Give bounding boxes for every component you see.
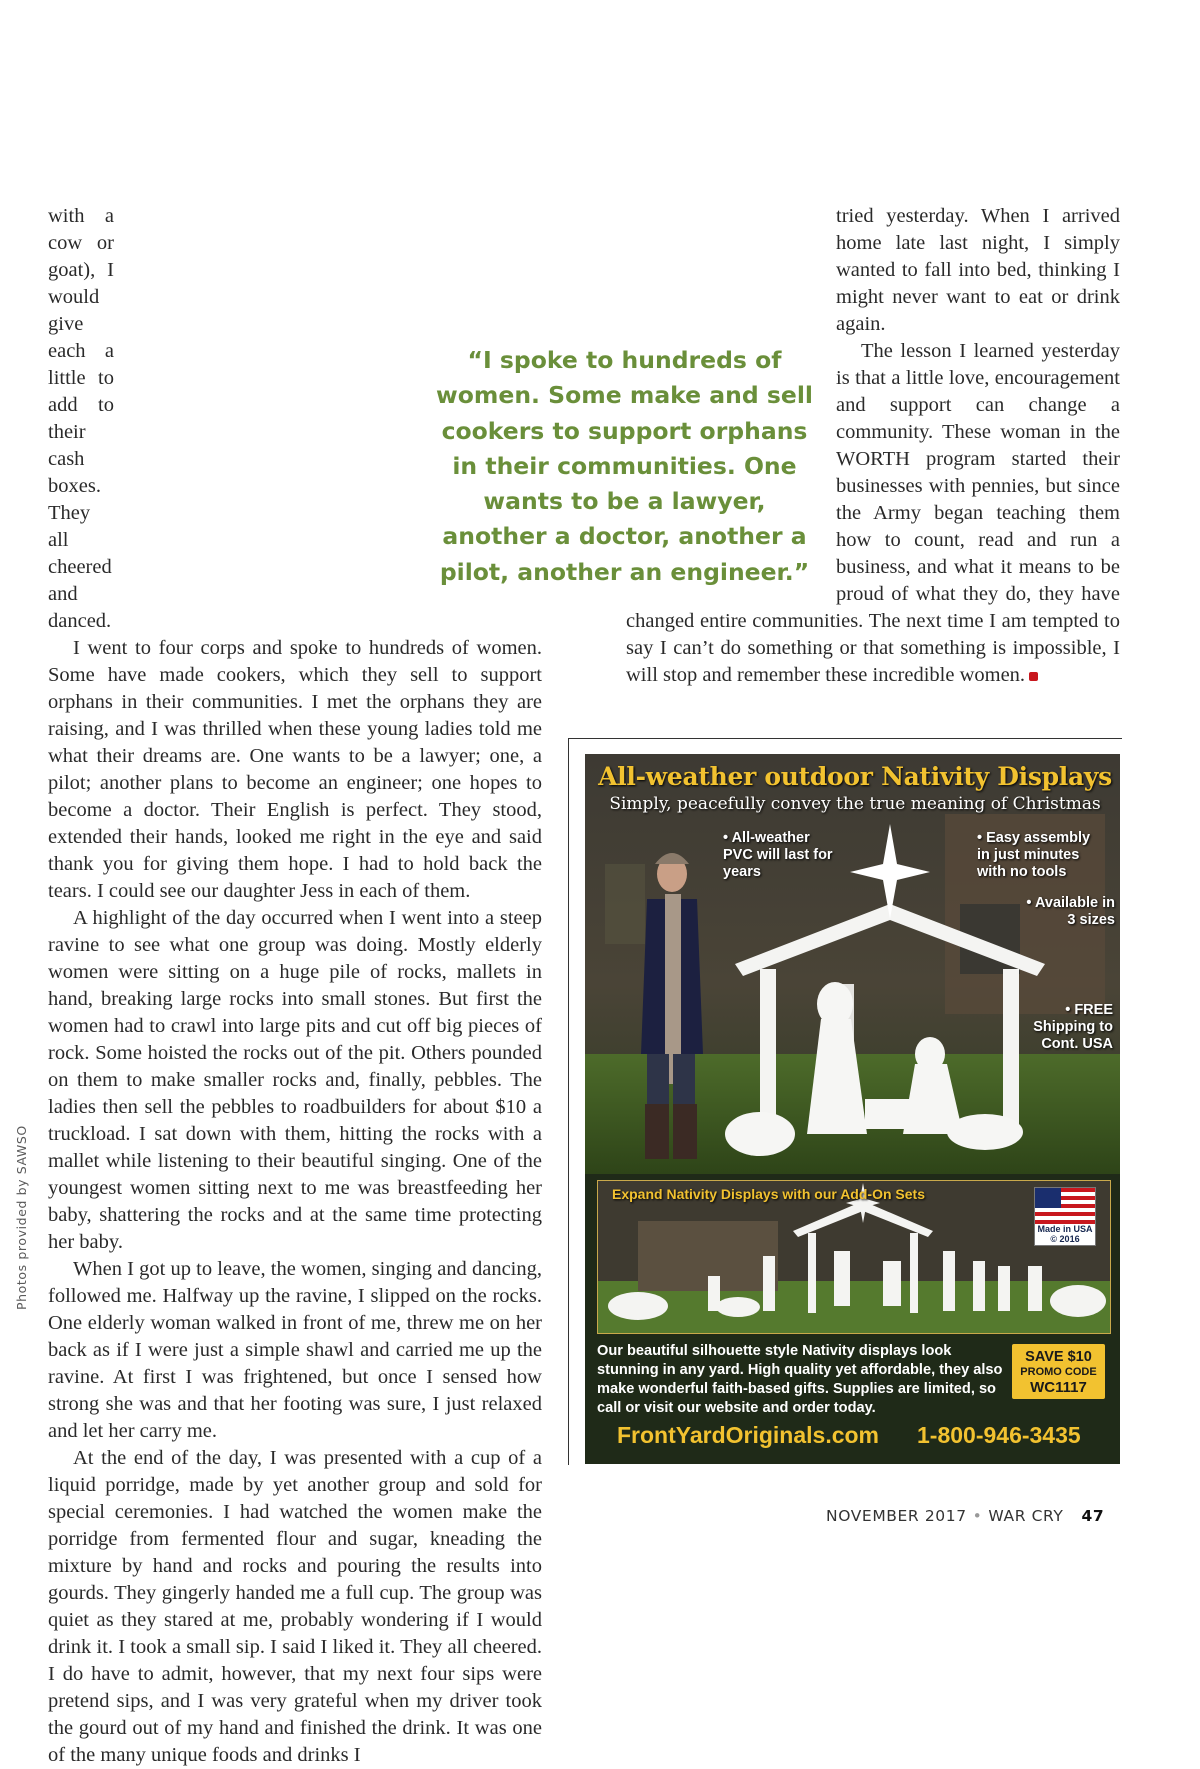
- paragraph: tried yesterday. When I arrived home late last night, I simply wanted to fall into bed, thinking I might never want to eat or drink again.: [836, 205, 1120, 335]
- ad-inset-caption: Expand Nativity Displays with our Add-On Sets: [612, 1186, 925, 1202]
- page-number: 47: [1081, 1507, 1105, 1525]
- ad-description: Our beautiful silhouette style Nativity displays look stunning in any yard. High quality yet affordable, they also make wonderful faith-based gifts. Supplies are limited, so call or visit our website and order today.: [597, 1343, 1003, 1416]
- ad-bullet-weather: • All-weather PVC will last for years: [723, 830, 833, 880]
- photo-credit: Photos provided by SAWSO: [14, 1125, 29, 1310]
- house-window: [605, 864, 645, 944]
- ad-bullet-sizes: • Available in 3 sizes: [1026, 895, 1115, 928]
- footer-date: NOVEMBER 2017: [826, 1507, 967, 1525]
- promo-code-label: PROMO CODE: [1020, 1366, 1097, 1378]
- paragraph: At the end of the day, I was presented with a cup of a liquid porridge, made by yet another group and sold for special ceremonies. I had watched the women make the porridge from fermented flour and sugar, kneading the mixture by hand and rocks and pouring the results into gourds. They gingerly handed me a full cup. The group was quiet as they stared at me, probably wondering if I would drink it. I took a small sip. I said I liked it. They all cheered. I do have to admit, however, that my next four sips were pretend sips, and I was very grateful when my driver took the gourd out of my hand and finished the drink. It was one of the many unique foods and drinks I: [48, 1447, 542, 1766]
- end-mark-icon: [1029, 672, 1038, 681]
- ad-photo-scene: [585, 754, 1120, 1174]
- paragraph: When I got up to leave, the women, singing and dancing, followed me. Halfway up the ravine, I slipped on the rocks. One elderly woman walked in front of me, threw me on her back as if I were just a simple shawl and carried me up the ravine. At first I was frightened, but once I sensed how strong she was and that her footing was sure, I just relaxed and let her carry me.: [48, 1258, 542, 1442]
- made-in-usa-flag-icon: [1034, 1187, 1096, 1246]
- paragraph: A highlight of the day occurred when I went into a steep ravine to see what one group was doing. Mostly elderly women were sitting on a huge pile of rocks, mallets in hand, breaking large rocks into small stones. But first the women had to crawl into large pits and cut off big pieces of rock. Some hoisted the rocks out of the pit. Others pounded on them to make smaller rocks and, finally, pebbles. The ladies then sell the pebbles to roadbuilders for about $10 a truckload. I sat down with them, hitting the rocks with a mallet while listening to their beautiful singing. One of the youngest women sitting next to me was breastfeeding her baby, shattering the rocks and at the same time protecting her baby.: [48, 907, 542, 1253]
- ad-bullet-shipping: • FREE Shipping to Cont. USA: [1033, 1002, 1113, 1052]
- paragraph-text: The lesson I learned yesterday is that a little love, encouragement and support can change a community. These woman in the WORTH program started their businesses with pennies, but since the Army began teaching them how to count, read and run a business, and what it means to be proud of what they do, they have changed entire communities. The next time I am tempted to say I can’t do something or that something is impossible, I will stop and remember these incredible women.: [626, 340, 1120, 686]
- promo-save: SAVE $10: [1025, 1349, 1092, 1365]
- footer-separator: •: [972, 1507, 983, 1525]
- ad-inset-photo: [597, 1180, 1111, 1334]
- nativity-advertisement[interactable]: [585, 754, 1120, 1464]
- flag-label: [1035, 1224, 1095, 1244]
- flag-label-year: © 2016: [1050, 1234, 1080, 1244]
- ad-subtitle: Simply, peacefully convey the true meaning of Christmas: [609, 794, 1101, 814]
- footer-publication: WAR CRY: [988, 1507, 1064, 1525]
- ad-title: All-weather outdoor Nativity Displays: [598, 762, 1112, 791]
- ad-phone-number[interactable]: 1-800-946-3435: [917, 1422, 1081, 1448]
- paragraph: with a cow or goat), I would give each a little to add to their cash boxes. They all cheered and danced.: [48, 205, 114, 632]
- paragraph: I went to four corps and spoke to hundreds of women. Some have made cookers, which they sell to support orphans in their communities. I met the orphans they are raising, and I was thrilled when these young ladies told me what their dreams are. One wants to be a lawyer; one, a pilot; another plans to become an engineer; one hopes to become a doctor. Their English is perfect. They stood, extended their hands, looked me right in the eye and said thank you for giving them hope. I had to hold back the tears. I could see our daughter Jess in each of them.: [48, 637, 542, 902]
- pull-quote: “I spoke to hundreds of women. Some make and sell cookers to support orphans in their communities. One wants to be a lawyer, another a doctor, another a pilot, another an engineer.”: [436, 346, 813, 586]
- ad-bullet-assembly: • Easy assembly in just minutes with no tools: [977, 830, 1091, 880]
- flag-label-made: Made in USA: [1037, 1224, 1093, 1234]
- promo-code: WC1117: [1030, 1379, 1087, 1396]
- page-footer: [826, 1507, 1104, 1525]
- ad-website-link[interactable]: FrontYardOriginals.com: [617, 1422, 879, 1448]
- promo-badge: [1012, 1344, 1105, 1399]
